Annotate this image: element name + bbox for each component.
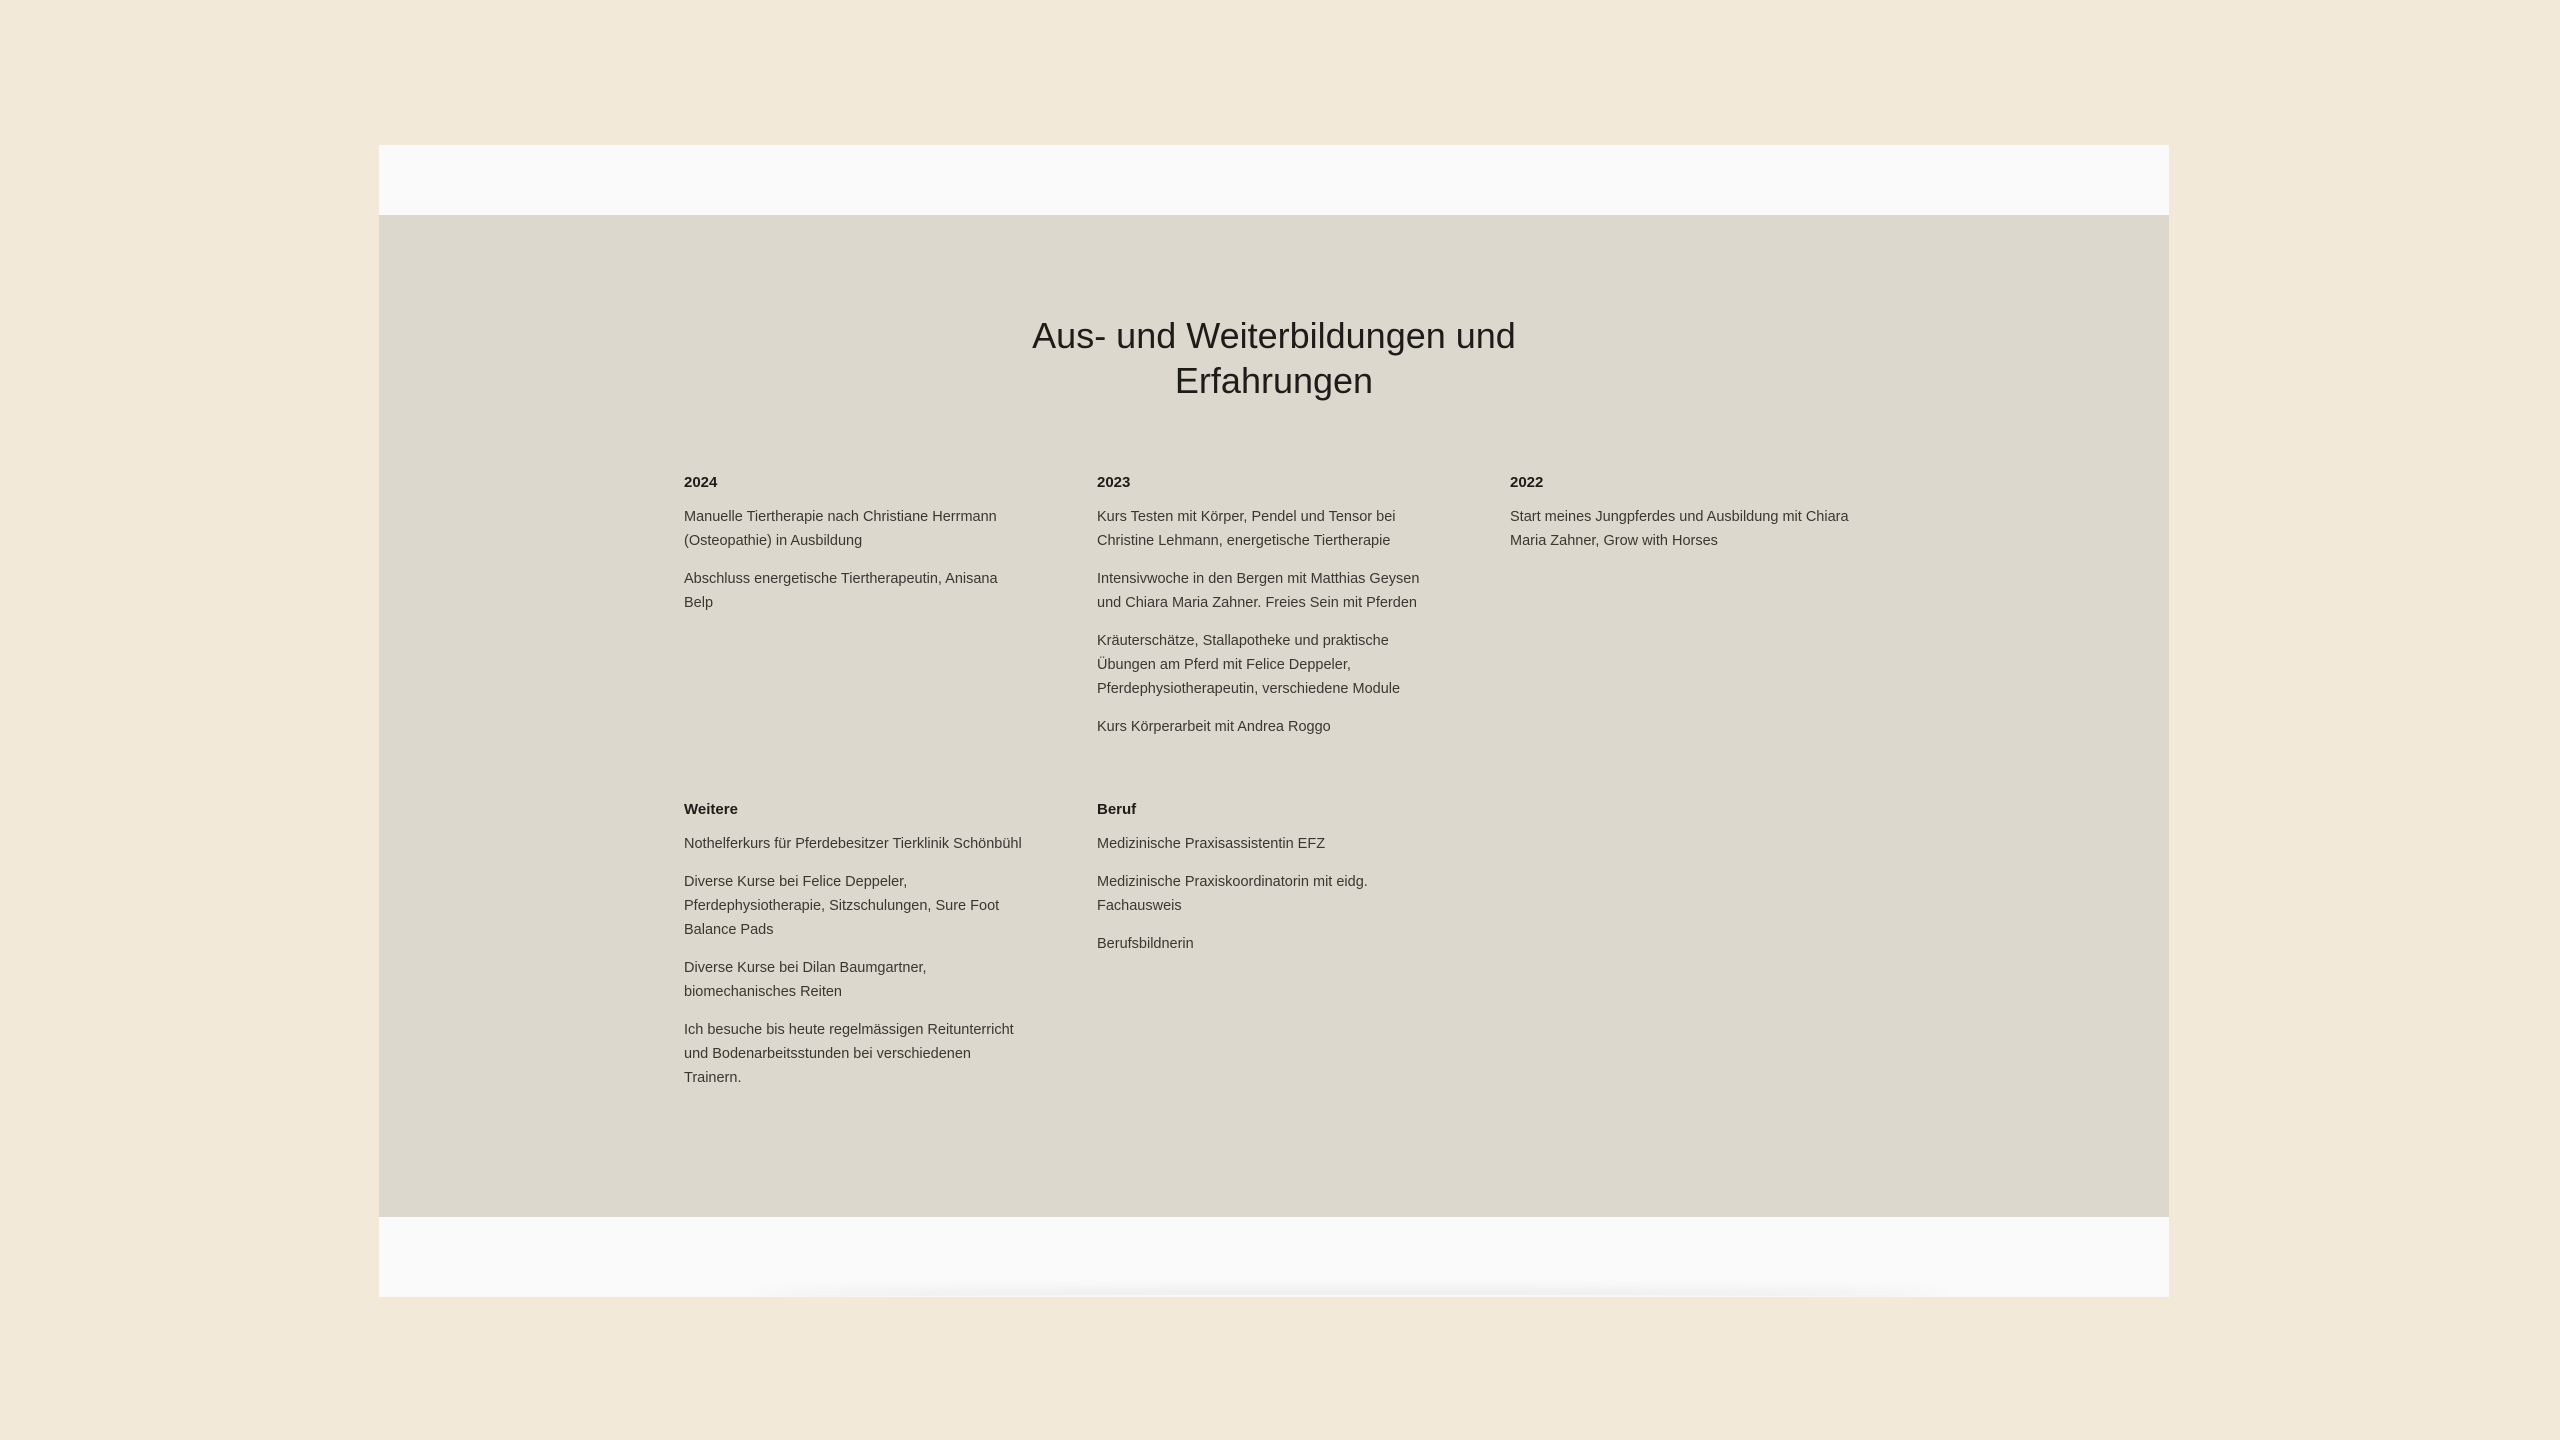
list-item: Medizinische Praxisassistentin EFZ [1097, 836, 1326, 852]
list-item: Start meines Jungpferdes und Ausbildung mit Chiara Maria Zahner, Grow with Horses [1510, 509, 1849, 549]
list-item: Intensivwoche in den Bergen mit Matthias Geysen und Chiara Maria Zahner. Freies Sein mit Pferden [1097, 571, 1420, 611]
column-heading: 2024 [684, 474, 718, 491]
card-shadow-edge [749, 1295, 1949, 1297]
list-item: Diverse Kurse bei Felice Deppeler, Pferdephysiotherapie, Sitzschulungen, Sure Foot Balance Pads [684, 874, 1000, 938]
list-item: Diverse Kurse bei Dilan Baumgartner, biomechanisches Reiten [684, 960, 927, 1000]
column-2023 [1097, 473, 1442, 753]
header-strip [379, 145, 2169, 215]
section-title-line-1: Aus- und Weiterbildungen und [1032, 315, 1516, 356]
list-item: Kurs Körperarbeit mit Andrea Roggo [1097, 719, 1331, 735]
list-item: Kräuterschätze, Stallapotheke und praktische Übungen am Pferd mit Felice Deppeler, Pferdephysiotherapeutin, verschiedene Module [1097, 633, 1401, 697]
column-heading: Beruf [1097, 801, 1137, 818]
list-item: Kurs Testen mit Körper, Pendel und Tensor bei Christine Lehmann, energetische Tiertherapie [1097, 509, 1396, 549]
education-section [379, 215, 2169, 1217]
column-heading: 2022 [1510, 474, 1544, 491]
column-2024 [684, 473, 1029, 629]
list-item: Manuelle Tiertherapie nach Christiane Herrmann (Osteopathie) in Ausbildung [684, 509, 997, 549]
column-2022 [1510, 473, 1855, 567]
list-item: Nothelferkurs für Pferdebesitzer Tierklinik Schönbühl [684, 836, 1022, 852]
column-heading: 2023 [1097, 474, 1131, 491]
list-item: Medizinische Praxiskoordinatorin mit eidg. Fachausweis [1097, 874, 1368, 914]
list-item: Berufsbildnerin [1097, 936, 1194, 952]
column-beruf [1097, 800, 1442, 970]
list-item: Ich besuche bis heute regelmässigen Reitunterricht und Bodenarbeitsstunden bei verschiedenen Trainern. [684, 1022, 1014, 1086]
column-heading: Weitere [684, 801, 738, 818]
section-title-line-2: Erfahrungen [1174, 360, 1374, 401]
section-title [379, 313, 2169, 403]
column-weitere [684, 800, 1029, 1104]
page-frame [379, 145, 2169, 1297]
footer-strip [379, 1217, 2169, 1297]
list-item: Abschluss energetische Tiertherapeutin, Anisana Belp [684, 571, 998, 611]
